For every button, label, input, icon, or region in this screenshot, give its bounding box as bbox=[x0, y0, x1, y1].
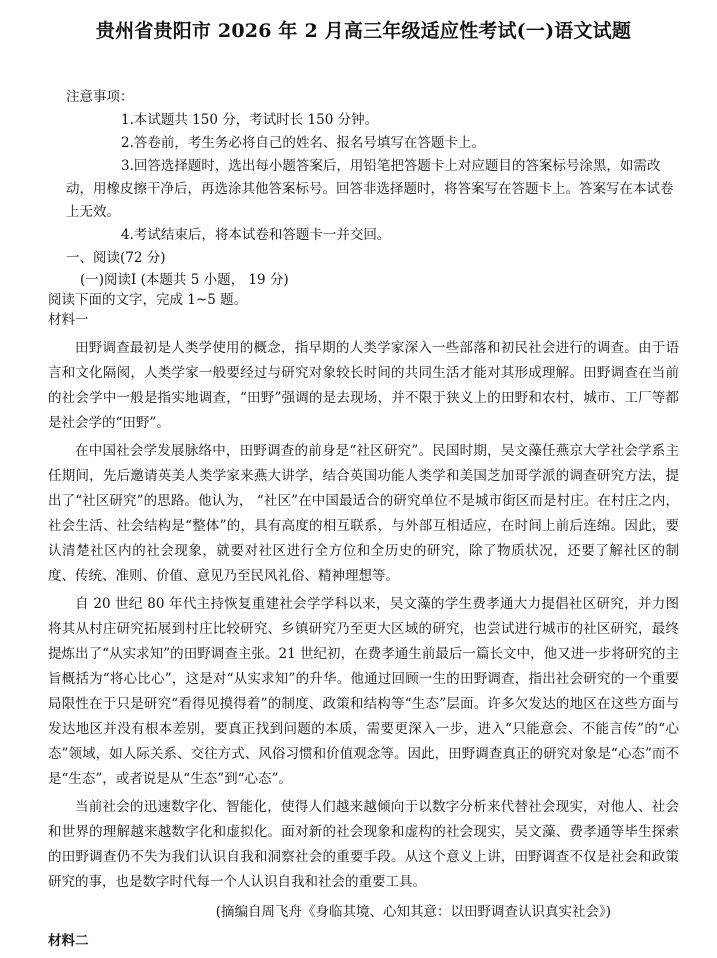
article-source: (摘编自周飞舟《身临其境、心知其意：以田野调查认识真实社会》) bbox=[215, 904, 611, 920]
section-heading: 一、阅读(72 分) bbox=[66, 250, 166, 266]
notes-heading: 注意事项： bbox=[66, 89, 134, 105]
material-one-label: 材料一 bbox=[48, 312, 89, 328]
note-item-1: 1.本试题共 150 分，考试时长 150 分钟。 bbox=[121, 112, 379, 128]
note-item-3: 3.回答选择题时，选出每小题答案后，用铅笔把答题卡上对应题目的答案标号涂黑，如需改动，用橡皮擦干净后，再选涂其他答案标号。回答非选择题时，将答案写在答题卡上。答案写在本试卷上无效。 bbox=[66, 158, 674, 220]
material-two-label: 材料二 bbox=[48, 933, 89, 949]
material-one-article bbox=[48, 336, 679, 895]
exam-title: 贵州省贵阳市 2026 年 2 月高三年级适应性考试(一)语文试题 bbox=[95, 20, 632, 42]
article-paragraph-3: 自 20 世纪 80 年代主持恢复重建社会学学科以来，吴文藻的学生费孝通大力提倡社区研究，并力图将其从村庄研究拓展到村庄比较研究、乡镇研究乃至更大区域的研究，也尝试进行城市的社区研究，最终提炼出了“从实求知”的田野调查主张。21 世纪初，在费孝通生前最后一篇长文中，他又进一步将研究的主旨概括为“将心比心”，这是对“从实求知”的升华。他通过回顾一生的田野调查，指出社会研究的一个重要局限性在于只是研究“看得见摸得着”的制度、政策和结构等“生态”层面。许多欠发达的地区在这些方面与发达地区并没有根本差别，要真正找到问题的本质，需要更深入一步，进入“只能意会、不能言传”的“心态”领域，如人际关系、交往方式、风俗习惯和价值观念等。因此，田野调查真正的研究对象是“心态”而不是“生态”，或者说是从“生态”到“心态”。 bbox=[48, 596, 679, 787]
article-paragraph-2: 在中国社会学发展脉络中，田野调查的前身是“社区研究”。民国时期，吴文藻任燕京大学社会学系主任期间，先后邀请英美人类学家来燕大讲学，结合英国功能人类学和美国芝加哥学派的调查研究方法，提出了“社区研究”的思路。他认为， “社区”在中国最适合的研究单位不是城市街区而是村庄。在村庄之内，社会生活、社会结构是“整体”的，具有高度的相互联系，与外部互相适应，在时间上前后连绵。因此，要认清楚社区内的社会现象，就要对社区进行全方位和全历史的研究，除了物质状况，还要了解社区的制度、传统、准则、价值、意见乃至民风礼俗、精神理想等。 bbox=[48, 443, 679, 584]
reading-instruction: 阅读下面的文字，完成 1~5 题。 bbox=[48, 292, 248, 308]
article-paragraph-4: 当前社会的迅速数字化、智能化，使得人们越来越倾向于以数字分析来代替社会现实，对他人、社会和世界的理解越来越数字化和虚拟化。面对新的社会现象和虚构的社会现实，吴文藻、费孝通等毕生探索的田野调查仍不失为我们认识自我和洞察社会的重要手段。从这个意义上讲，田野调查不仅是社会和政策研究的事，也是数字时代每一个人认识自我和社会的重要工具。 bbox=[48, 799, 679, 890]
note-item-4: 4.考试结束后，将本试卷和答题卡一并交回。 bbox=[121, 227, 391, 243]
note-item-2: 2.答卷前，考生务必将自己的姓名、报名号填写在答题卡上。 bbox=[121, 135, 485, 151]
subsection-heading: (一)阅读Ⅰ (本题共 5 小题， 19 分) bbox=[80, 272, 289, 288]
exam-notes bbox=[48, 86, 679, 247]
article-paragraph-1: 田野调查最初是人类学使用的概念，指早期的人类学家深入一些部落和初民社会进行的调查。由于语言和文化隔阂，人类学家一般要经过与研究对象较长时间的共同生活才能对其形成理解。田野调查在当前的社会学中一般是指实地调查，“田野”强调的是去现场，并不限于狭义上的田野和农村，城市、工厂等都是社会学的“田野”。 bbox=[48, 340, 679, 431]
